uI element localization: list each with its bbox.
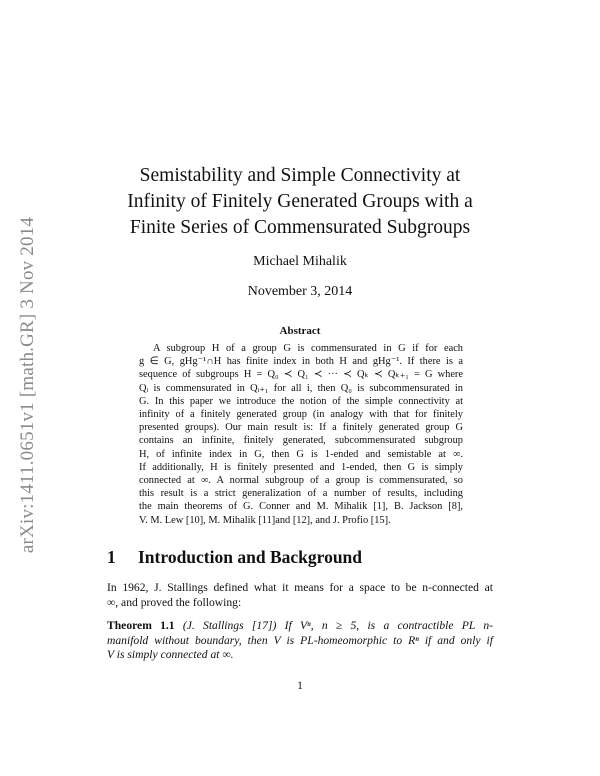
abstract-line: this result is a strict generalization of a number of results, including (139, 488, 463, 500)
publication-date: November 3, 2014 (247, 284, 353, 299)
section-heading (107, 547, 362, 568)
theorem-line: manifold without boundary, then V is PL-homeomorphic to Rⁿ if and only if (107, 633, 493, 647)
abstract-body (139, 342, 463, 527)
intro-line: In 1962, J. Stallings defined what it means for a space to be n-connected at (107, 581, 493, 594)
abstract-line: If additionally, H is finitely presented and 1-ended, then G is simply (139, 461, 463, 473)
arxiv-identifier (8, 195, 48, 575)
theorem-line: V is simply connected at ∞. (107, 648, 234, 661)
abstract-line: presented groups). Our main result is: If a finitely generated group G (139, 422, 463, 434)
abstract-line: Qᵢ is commensurated in Qᵢ₊₁ for all i, then Q₀ is subcommensurated in (139, 382, 463, 394)
abstract-line: the main theorems of G. Conner and M. Mihalik [1], B. Jackson [8], (139, 501, 463, 513)
abstract-line: g ∈ G, gHg⁻¹∩H has finite index in both H and gHg⁻¹. If there is a (139, 356, 463, 368)
abstract-line: A subgroup H of a group G is commensurated in G if for each (153, 343, 463, 354)
section-number: 1 (107, 547, 116, 567)
theorem-label: Theorem 1.1 (107, 619, 175, 632)
intro-line: ∞, and proved the following: (107, 595, 242, 609)
abstract-line: V. M. Lew [10], M. Mihalik [11]and [12], and J. Profio [15]. (139, 514, 391, 526)
abstract-line: connected at ∞. A normal subgroup of a group is commensurated, so (139, 475, 463, 487)
page-number: 1 (297, 679, 303, 692)
abstract-heading: Abstract (279, 325, 321, 337)
abstract-line: G. In this paper we introduce the notion of the simple connectivity at (139, 395, 463, 407)
title-line: Semistability and Simple Connectivity at (139, 165, 461, 186)
intro-paragraph (107, 581, 493, 610)
theorem-line: If Vⁿ, n ≥ 5, is a contractible PL n- (284, 619, 494, 632)
paper-title (100, 163, 500, 241)
abstract-line: contains an infinite, finitely generated, subcommensurated subgroup (139, 435, 463, 447)
arxiv-identifier-text: arXiv:1411.0651v1 [math.GR] 3 Nov 2014 (17, 216, 38, 554)
abstract-line: sequence of subgroups H = Q₀ ≺ Q₁ ≺ ··· ≺ Qₖ ≺ Qₖ₊₁ = G where (139, 369, 463, 381)
title-line: Finite Series of Commensurated Subgroups (129, 217, 471, 238)
title-line: Infinity of Finitely Generated Groups with a (127, 191, 473, 212)
abstract-line: infinity of a finitely generated group (in analogy with that for finitely (139, 409, 463, 421)
author-name: Michael Mihalik (253, 254, 347, 269)
theorem-block (107, 619, 493, 663)
section-title: Introduction and Background (138, 547, 363, 567)
theorem-citation: (J. Stallings [17]) (182, 619, 277, 632)
abstract-line: H, of infinite index in G, then G is 1-ended and semistable at ∞. (139, 448, 463, 460)
